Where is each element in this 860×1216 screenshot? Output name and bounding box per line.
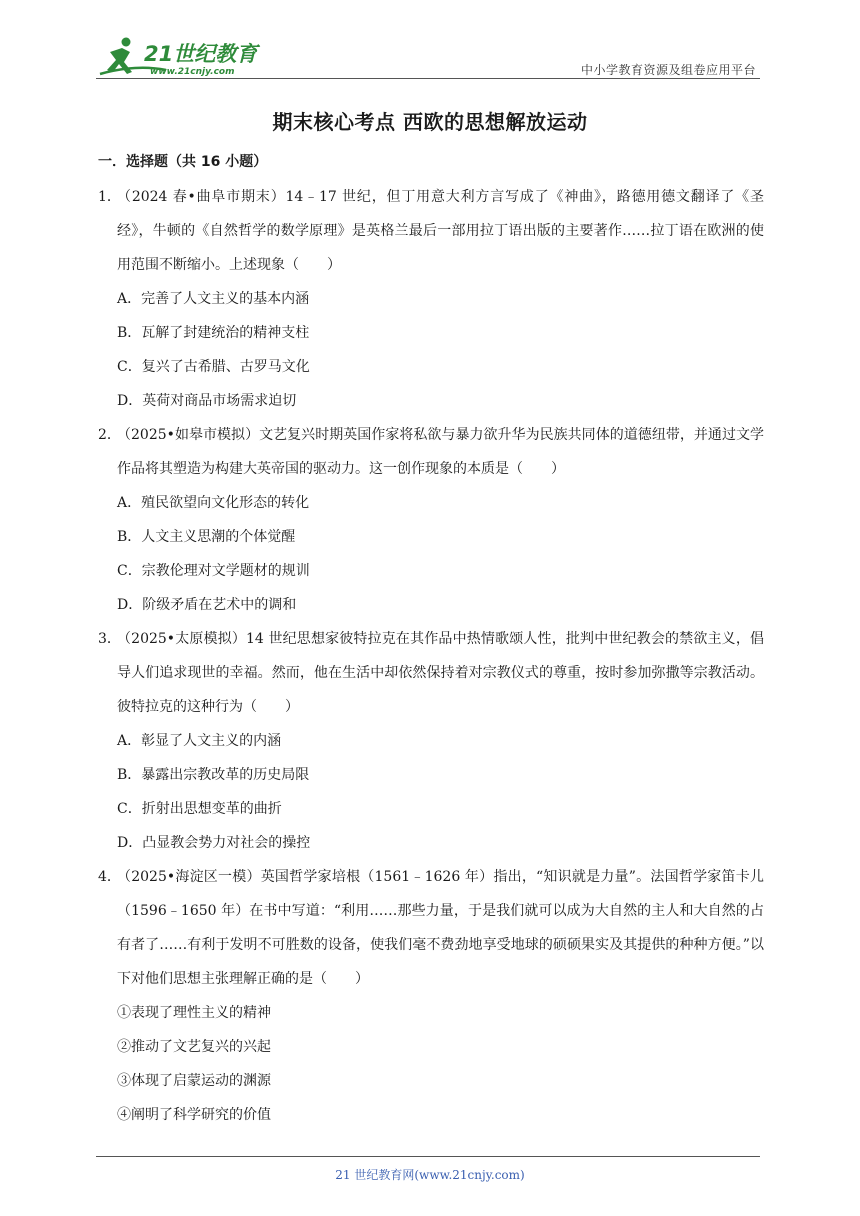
header-tagline: 中小学教育资源及组卷应用平台 bbox=[580, 63, 756, 77]
question-2 bbox=[98, 418, 764, 622]
option-b[interactable]: B．人文主义思潮的个体觉醒 bbox=[117, 529, 296, 545]
logo-url: www.21cnjy.com bbox=[150, 67, 235, 77]
statement-4: ④阐明了科学研究的价值 bbox=[117, 1107, 271, 1123]
question-number: 1． bbox=[98, 189, 121, 205]
question-number: 3． bbox=[98, 631, 121, 647]
option-d[interactable]: D．凸显教会势力对社会的操控 bbox=[117, 835, 311, 851]
question-number: 4． bbox=[98, 869, 121, 885]
header-divider bbox=[96, 78, 760, 79]
page-title: 期末核心考点 西欧的思想解放运动 bbox=[272, 110, 588, 134]
option-d[interactable]: D．英荷对商品市场需求迫切 bbox=[117, 393, 297, 409]
option-c[interactable]: C．折射出思想变革的曲折 bbox=[117, 801, 282, 817]
question-stem bbox=[98, 418, 764, 486]
question-text: （2024 春•曲阜市期末）14﹣17 世纪，但丁用意大利方言写成了《神曲》，路德用德文翻译了《圣经》，牛顿的《自然哲学的数学原理》是英格兰最后一部用拉丁语出版的主要著作……拉丁语在欧洲的使用范围不断缩小。上述现象（ ） bbox=[117, 189, 764, 273]
statement-1: ①表现了理性主义的精神 bbox=[117, 1005, 271, 1021]
option-c[interactable]: C．宗教伦理对文学题材的规训 bbox=[117, 563, 310, 579]
statement-2: ②推动了文艺复兴的兴起 bbox=[117, 1039, 271, 1055]
question-4 bbox=[98, 860, 764, 1132]
question-text: （2025•太原模拟）14 世纪思想家彼特拉克在其作品中热情歌颂人性，批判中世纪教会的禁欲主义，倡导人们追求现世的幸福。然而，他在生活中却依然保持着对宗教仪式的尊重，按时参加弥撒等宗教活动。彼特拉克的这种行为（ ） bbox=[117, 631, 764, 715]
option-a[interactable]: A．完善了人文主义的基本内涵 bbox=[117, 291, 310, 307]
logo-text: 21世纪教育 bbox=[144, 42, 258, 66]
runner-logo-icon bbox=[96, 34, 266, 78]
option-d[interactable]: D．阶级矛盾在艺术中的调和 bbox=[117, 597, 297, 613]
option-a[interactable]: A．彰显了人文主义的内涵 bbox=[117, 733, 282, 749]
question-list bbox=[98, 180, 764, 1132]
site-logo[interactable] bbox=[96, 34, 266, 78]
option-a[interactable]: A．殖民欲望向文化形态的转化 bbox=[117, 495, 310, 511]
footer-link[interactable]: 21 世纪教育网(www.21cnjy.com) bbox=[335, 1168, 525, 1182]
question-text: （2025•如皋市模拟）文艺复兴时期英国作家将私欲与暴力欲升华为民族共同体的道德纽带，并通过文学作品将其塑造为构建大英帝国的驱动力。这一创作现象的本质是（ ） bbox=[117, 427, 764, 477]
section-heading: 一．选择题（共 16 小题） bbox=[98, 154, 268, 170]
question-3 bbox=[98, 622, 764, 860]
footer-divider bbox=[96, 1156, 760, 1157]
question-stem bbox=[98, 622, 764, 724]
page-header bbox=[96, 34, 760, 80]
question-stem bbox=[98, 860, 764, 996]
question-1 bbox=[98, 180, 764, 418]
statement-3: ③体现了启蒙运动的渊源 bbox=[117, 1073, 271, 1089]
question-text: （2025•海淀区一模）英国哲学家培根（1561﹣1626 年）指出，“知识就是力量”。法国哲学家笛卡儿（1596﹣1650 年）在书中写道：“利用……那些力量，于是我们就可以成为大自然的主人和大自然的占有者了……有利于发明不可胜数的设备，使我们毫不费劲地享受地球的硕硕果实及其提供的种种方便。”以下对他们思想主张理解正确的是（ ） bbox=[117, 869, 764, 987]
option-c[interactable]: C．复兴了古希腊、古罗马文化 bbox=[117, 359, 310, 375]
question-stem bbox=[98, 180, 764, 282]
option-b[interactable]: B．瓦解了封建统治的精神支柱 bbox=[117, 325, 310, 341]
question-number: 2． bbox=[98, 427, 121, 443]
option-b[interactable]: B．暴露出宗教改革的历史局限 bbox=[117, 767, 310, 783]
